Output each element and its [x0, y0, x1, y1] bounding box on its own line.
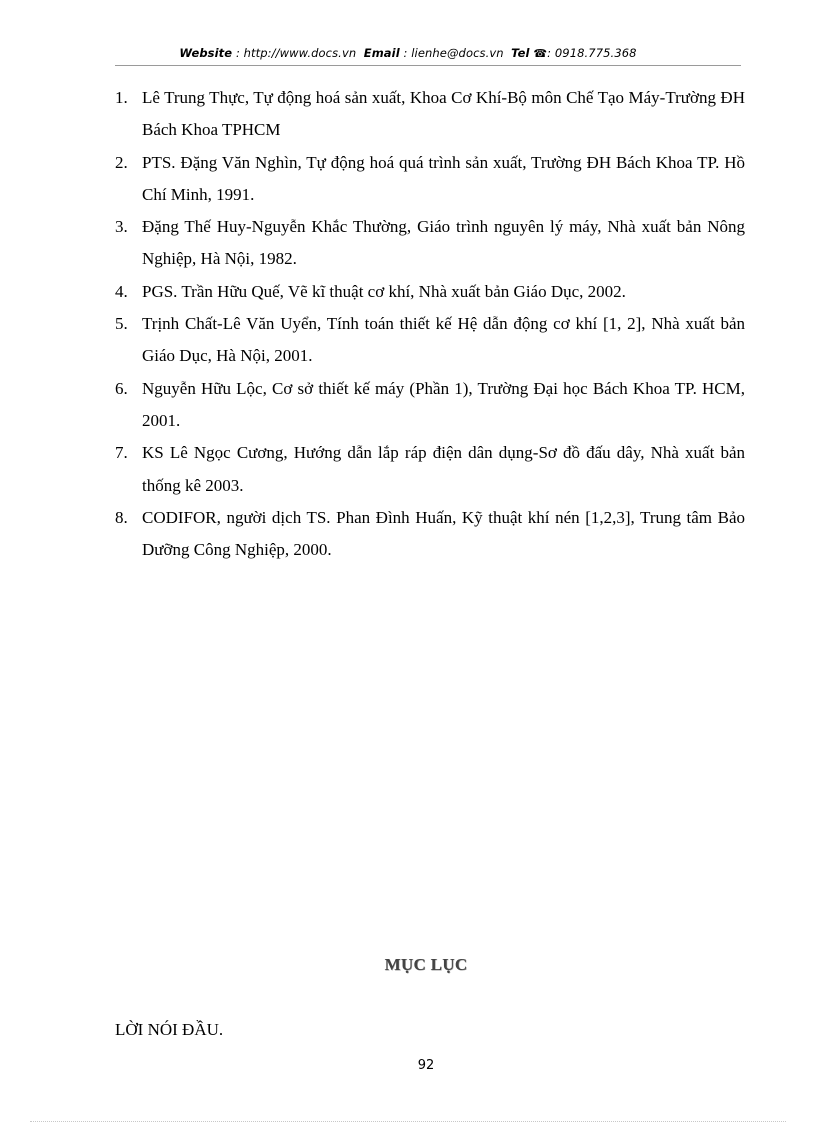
reference-number: 3. — [115, 217, 128, 237]
reference-item — [115, 211, 745, 276]
reference-number: 2. — [115, 152, 128, 172]
reference-number: 5. — [115, 314, 128, 334]
email-label: Email — [363, 46, 400, 60]
toc-entry: LỜI NÓI ĐẦU. — [115, 1020, 224, 1039]
tel-label: Tel — [511, 46, 530, 60]
reference-text: KS Lê Ngọc Cương, Hướng dẫn lắp ráp điện dân dụng-Sơ đồ đấu dây, Nhà xuất bản thống kê 2003. — [142, 443, 745, 495]
phone-icon: ☎ — [533, 47, 548, 60]
page-header — [0, 46, 816, 60]
website-value: : http://www.docs.vn — [235, 46, 357, 60]
reference-list — [115, 82, 745, 566]
email-value: : lienhe@docs.vn — [403, 46, 504, 60]
reference-item — [115, 147, 745, 212]
reference-text: CODIFOR, người dịch TS. Phan Đình Huấn, Kỹ thuật khí nén [1,2,3], Trung tâm Bảo Dưỡng Công Nghiệp, 2000. — [142, 507, 745, 560]
reference-text: Lê Trung Thực, Tự động hoá sản xuất, Khoa Cơ Khí-Bộ môn Chế Tạo Máy-Trường ĐH Bách Khoa TPHCM — [142, 88, 745, 140]
reference-item — [115, 82, 745, 147]
reference-text: Trịnh Chất-Lê Văn Uyển, Tính toán thiết kế Hệ dẫn động cơ khí [1, 2], Nhà xuất bản Giáo Dục, Hà Nội, 2001. — [142, 314, 745, 366]
header-divider — [115, 65, 741, 66]
toc-title: MỤC LỤC — [384, 955, 468, 974]
reference-text: PGS. Trần Hữu Quế, Vẽ kĩ thuật cơ khí, Nhà xuất bản Giáo Dục, 2002. — [142, 281, 626, 301]
reference-number: 6. — [115, 378, 128, 398]
reference-number: 8. — [115, 507, 128, 527]
website-label: Website — [179, 46, 233, 60]
reference-text: Đặng Thế Huy-Nguyễn Khắc Thường, Giáo trình nguyên lý máy, Nhà xuất bản Nông Nghiệp, Hà Nội, 1982. — [142, 217, 745, 269]
reference-number: 1. — [115, 88, 128, 107]
footer-divider — [30, 1121, 786, 1122]
reference-item — [115, 276, 745, 308]
page-number: 92 — [417, 1058, 435, 1073]
reference-item — [115, 308, 745, 373]
reference-text: Nguyễn Hữu Lộc, Cơ sở thiết kế máy (Phần 1), Trường Đại học Bách Khoa TP. HCM, 2001. — [142, 378, 745, 430]
reference-item — [115, 373, 745, 438]
reference-item — [115, 437, 745, 502]
reference-number: 4. — [115, 281, 128, 301]
reference-text: PTS. Đặng Văn Nghìn, Tự động hoá quá trình sản xuất, Trường ĐH Bách Khoa TP. Hồ Chí Minh, 1991. — [142, 152, 745, 204]
tel-value: : 0918.775.368 — [547, 46, 637, 60]
reference-number: 7. — [115, 443, 128, 463]
reference-item — [115, 502, 745, 567]
